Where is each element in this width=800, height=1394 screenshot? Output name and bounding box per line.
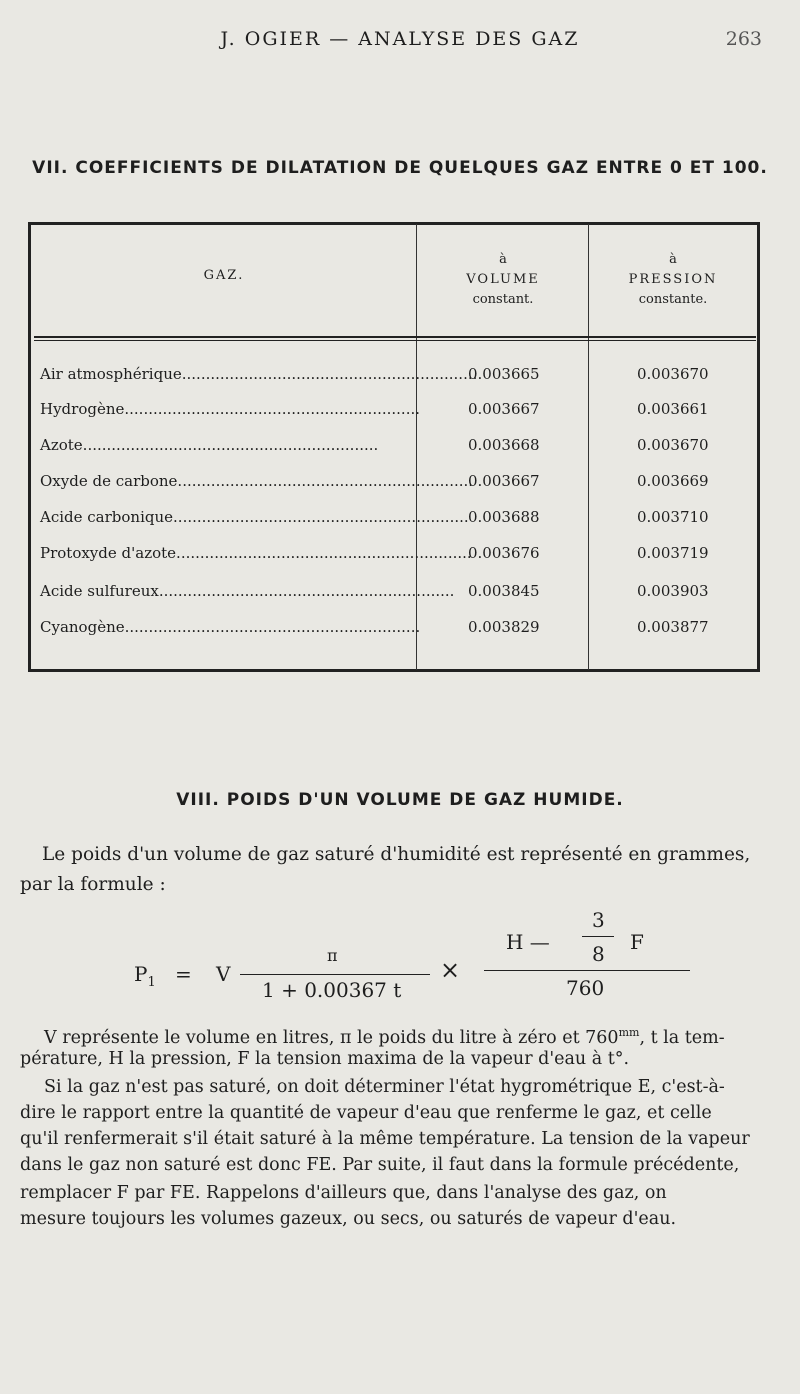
para1-unit: mm (618, 1026, 640, 1039)
table-row: Acide carbonique.............................................................. 0.003688 0.003710 (40, 508, 760, 544)
gas-name: Acide sulfureux (40, 582, 159, 600)
pression-value: 0.003719 (637, 544, 709, 562)
formula-frac-num: 3 (592, 908, 605, 932)
table-row: Azote.............................................................. 0.003668 0.003670 (40, 436, 760, 472)
gas-name: Protoxyde d'azote (40, 544, 177, 562)
para2-line6: mesure toujours les volumes gazeux, ou secs, ou saturés de vapeur d'eau. (20, 1209, 677, 1229)
para1-text-end: , t la tem- (639, 1027, 725, 1048)
page-number: 263 (725, 28, 762, 50)
col-gaz-label: GAZ. (203, 268, 245, 283)
volume-value: 0.003667 (468, 472, 540, 490)
formula-p: P (134, 962, 148, 986)
formula-v: V (216, 962, 231, 986)
col-volume-a: à (499, 252, 507, 267)
fraction-bar-small (582, 936, 614, 937)
table-row: Oxyde de carbone.............................................................. 0.003667 0.003669 (40, 472, 760, 508)
para1-line2: pérature, H la pression, F la tension maxima de la vapeur d'eau à t°. (20, 1049, 630, 1069)
table-header-rule-2 (34, 340, 756, 341)
running-title: J. OGIER — ANALYSE DES GAZ (220, 28, 580, 50)
volume-value: 0.003665 (468, 365, 540, 383)
col-volume-sub: constant. (472, 292, 534, 307)
section-7-title: VII. COEFFICIENTS DE DILATATION DE QUELQUES GAZ ENTRE 0 ET 100. (32, 158, 768, 178)
fraction-bar-2 (484, 970, 690, 971)
formula-pi: π (327, 946, 338, 965)
volume-value: 0.003829 (468, 618, 540, 636)
col-gaz-header (34, 266, 414, 286)
pression-value: 0.003670 (637, 365, 709, 383)
table-row: Protoxyde d'azote.............................................................. 0.003676 0.003719 (40, 544, 760, 580)
formula-equals: = (175, 962, 192, 986)
pression-value: 0.003903 (637, 582, 709, 600)
para2-line4: dans le gaz non saturé est donc FE. Par suite, il faut dans la formule précédente, (20, 1155, 740, 1175)
section-8-title: VIII. POIDS D'UN VOLUME DE GAZ HUMIDE. (176, 790, 624, 810)
formula-denominator-1: 1 + 0.00367 t (262, 978, 402, 1002)
formula-denominator-2: 760 (566, 976, 605, 1000)
gas-name: Oxyde de carbone (40, 472, 178, 490)
gas-name: Acide carbonique (40, 508, 174, 526)
formula-frac-den: 8 (592, 942, 605, 966)
formula-lhs (134, 962, 156, 990)
pression-value: 0.003670 (637, 436, 709, 454)
table-row: Hydrogène.............................................................. 0.003667 0.003661 (40, 400, 760, 436)
formula-f: F (630, 930, 644, 954)
pression-value: 0.003669 (637, 472, 709, 490)
col-pression-header (590, 250, 756, 310)
para2-line1: Si la gaz n'est pas saturé, on doit déterminer l'état hygrométrique E, c'est-à- (44, 1077, 725, 1097)
table-row: Air atmosphérique.............................................................. 0.003665 0.003670 (40, 365, 760, 401)
para2-line5: remplacer F par FE. Rappelons d'ailleurs que, dans l'analyse des gaz, on (20, 1183, 667, 1203)
volume-value: 0.003688 (468, 508, 540, 526)
volume-value: 0.003676 (468, 544, 540, 562)
pression-value: 0.003710 (637, 508, 709, 526)
gas-name: Air atmosphérique (40, 365, 182, 383)
table-header-rule (34, 336, 756, 338)
para2-line2: dire le rapport entre la quantité de vapeur d'eau que renferme le gaz, et celle (20, 1103, 712, 1123)
gas-name: Azote (40, 436, 83, 454)
gas-name: Hydrogène (40, 400, 125, 418)
col-volume-label: VOLUME (466, 272, 540, 287)
volume-value: 0.003845 (468, 582, 540, 600)
formula-h-minus: H — (506, 930, 550, 954)
col-pression-a: à (669, 252, 677, 267)
pression-value: 0.003877 (637, 618, 709, 636)
para2-line3: qu'il renfermerait s'il était saturé à la même température. La tension de la vapeur (20, 1129, 750, 1149)
formula-p-sub: 1 (147, 975, 156, 990)
col-volume-header (418, 250, 588, 310)
gas-name: Cyanogène (40, 618, 125, 636)
para1-text: V représente le volume en litres, π le poids du litre à zéro et 760 (44, 1027, 619, 1048)
intro-line-1: Le poids d'un volume de gaz saturé d'humidité est représenté en grammes, (42, 844, 751, 865)
table-row: Acide sulfureux.............................................................. 0.003845 0.003903 (40, 582, 760, 618)
table-row: Cyanogène.............................................................. 0.003829 0.003877 (40, 618, 760, 654)
col-pression-sub: constante. (638, 292, 708, 307)
fraction-bar-1 (240, 974, 430, 975)
col-pression-label: PRESSION (628, 272, 718, 287)
volume-value: 0.003667 (468, 400, 540, 418)
intro-line-2: par la formule : (20, 874, 166, 895)
volume-value: 0.003668 (468, 436, 540, 454)
pression-value: 0.003661 (637, 400, 709, 418)
formula-times: × (440, 956, 461, 984)
